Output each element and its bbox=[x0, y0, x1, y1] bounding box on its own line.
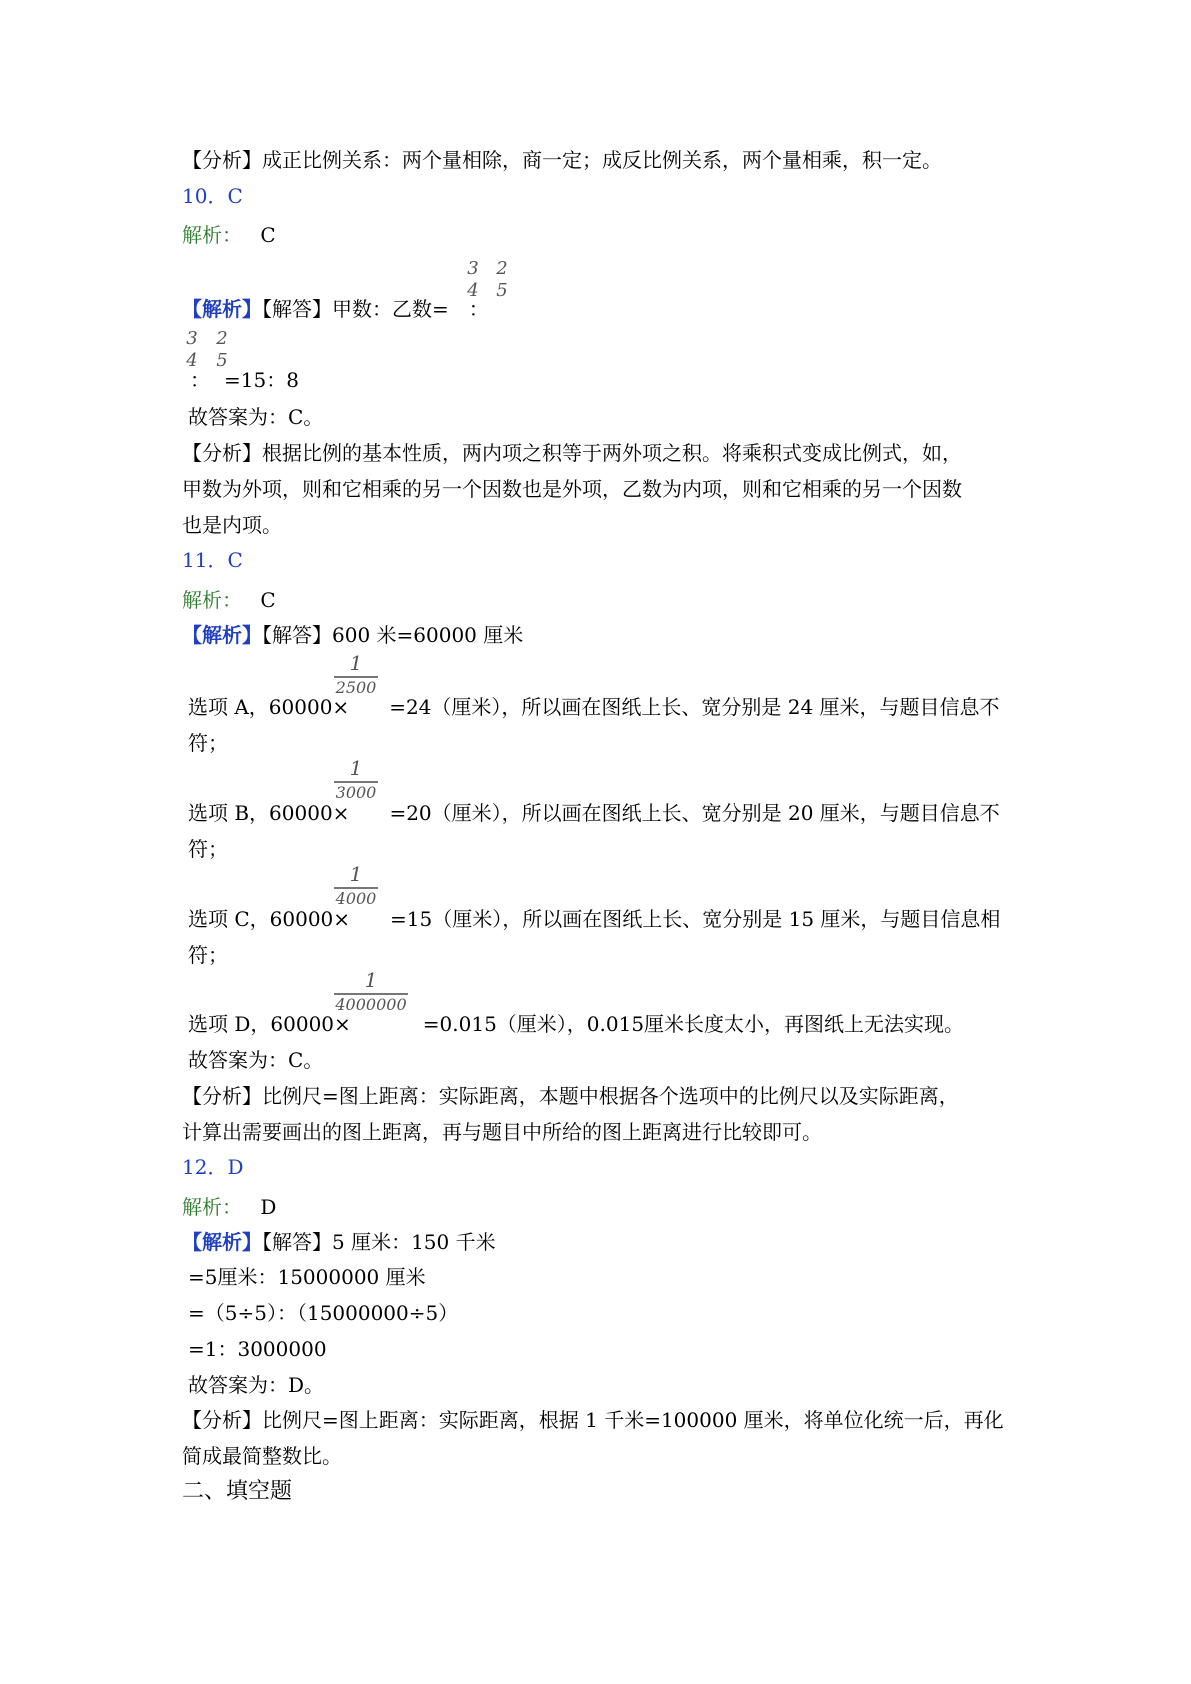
fraction-2-5-row2: 2 5 bbox=[216, 328, 228, 371]
analysis-10-line1: 【分析】根据比例的基本性质，两内项之积等于两外项之积。将乘积式变成比例式，如， bbox=[182, 441, 962, 465]
fraction-3-4: 3 4 bbox=[467, 258, 479, 301]
solution-line-12: 【解析】【解答】5 厘米：150 千米 bbox=[182, 1230, 496, 1254]
fraction-1-2500: 1 2500 bbox=[335, 651, 377, 697]
ratio-result-10: ： =15：8 bbox=[190, 368, 299, 392]
jiexi-label: 解析： bbox=[182, 223, 242, 247]
analysis-10-line3: 也是内项。 bbox=[182, 513, 282, 537]
question-number-12: 12．D bbox=[182, 1155, 244, 1179]
option-a-line2: 符； bbox=[188, 731, 228, 755]
analysis-12-line2: 简成最简整数比。 bbox=[182, 1444, 342, 1468]
step-1-12: =5厘米：15000000 厘米 bbox=[188, 1265, 426, 1289]
jiexi-tag: 【解析】 bbox=[182, 297, 262, 321]
answer-line-12: 故答案为：D。 bbox=[188, 1373, 325, 1397]
answer-line-10: 故答案为：C。 bbox=[188, 405, 324, 429]
option-b-line: 选项 B，60000× =20（厘米），所以画在图纸上长、宽分别是 20 厘米，与题目信息不 bbox=[188, 801, 1000, 825]
jiexi-line-11: 解析： C bbox=[182, 588, 276, 612]
option-d-line: 选项 D，60000× =0.015（厘米），0.015厘米长度太小，再图纸上无法实现。 bbox=[188, 1012, 965, 1036]
option-b-line2: 符； bbox=[188, 837, 228, 861]
option-c-line: 选项 C，60000× =15（厘米），所以画在图纸上长、宽分别是 15 厘米，与题目信息相 bbox=[188, 907, 1001, 931]
analysis-10-line2: 甲数为外项，则和它相乘的另一个因数也是外项，乙数为内项，则和它相乘的另一个因数 bbox=[182, 477, 962, 501]
analysis-12-line1: 【分析】比例尺=图上距离：实际距离，根据 1 千米=100000 厘米，将单位化统一后，再化 bbox=[182, 1408, 1004, 1432]
jiexi-line-10 bbox=[182, 221, 276, 249]
option-a-line: 选项 A，60000× =24（厘米），所以画在图纸上长、宽分别是 24 厘米，与题目信息不 bbox=[188, 695, 1000, 719]
step-3-12: =1：3000000 bbox=[188, 1337, 327, 1361]
step-2-12: =（5÷5）：（15000000÷5） bbox=[188, 1301, 459, 1325]
option-c-line2: 符； bbox=[188, 943, 228, 967]
answer-line-11: 故答案为：C。 bbox=[188, 1048, 324, 1072]
section-heading: 二、填空题 bbox=[182, 1479, 293, 1504]
fraction-3-4-row2: 3 4 bbox=[186, 328, 198, 371]
analysis-11-line1: 【分析】比例尺=图上距离：实际距离，本题中根据各个选项中的比例尺以及实际距离， bbox=[182, 1084, 959, 1108]
question-number-10: 10．C bbox=[182, 184, 243, 208]
fraction-1-4000000: 1 4000000 bbox=[335, 968, 407, 1014]
analysis-line: 【分析】成正比例关系：两个量相除，商一定；成反比例关系，两个量相乘，积一定。 bbox=[182, 148, 942, 172]
solution-text: 【解答】甲数：乙数= bbox=[262, 297, 449, 321]
question-number-11: 11．C bbox=[182, 548, 243, 572]
jiexi-answer: C bbox=[260, 223, 276, 247]
solution-line-11: 【解析】【解答】600 米=60000 厘米 bbox=[182, 623, 524, 647]
fraction-2-5: 2 5 bbox=[496, 258, 508, 301]
solution-line-10: 【解析】【解答】甲数：乙数= ： bbox=[182, 297, 489, 321]
fraction-1-4000: 1 4000 bbox=[335, 862, 377, 908]
fraction-1-3000: 1 3000 bbox=[335, 756, 377, 802]
jiexi-line-12: 解析： D bbox=[182, 1195, 277, 1219]
analysis-11-line2: 计算出需要画出的图上距离，再与题目中所给的图上距离进行比较即可。 bbox=[182, 1120, 822, 1144]
